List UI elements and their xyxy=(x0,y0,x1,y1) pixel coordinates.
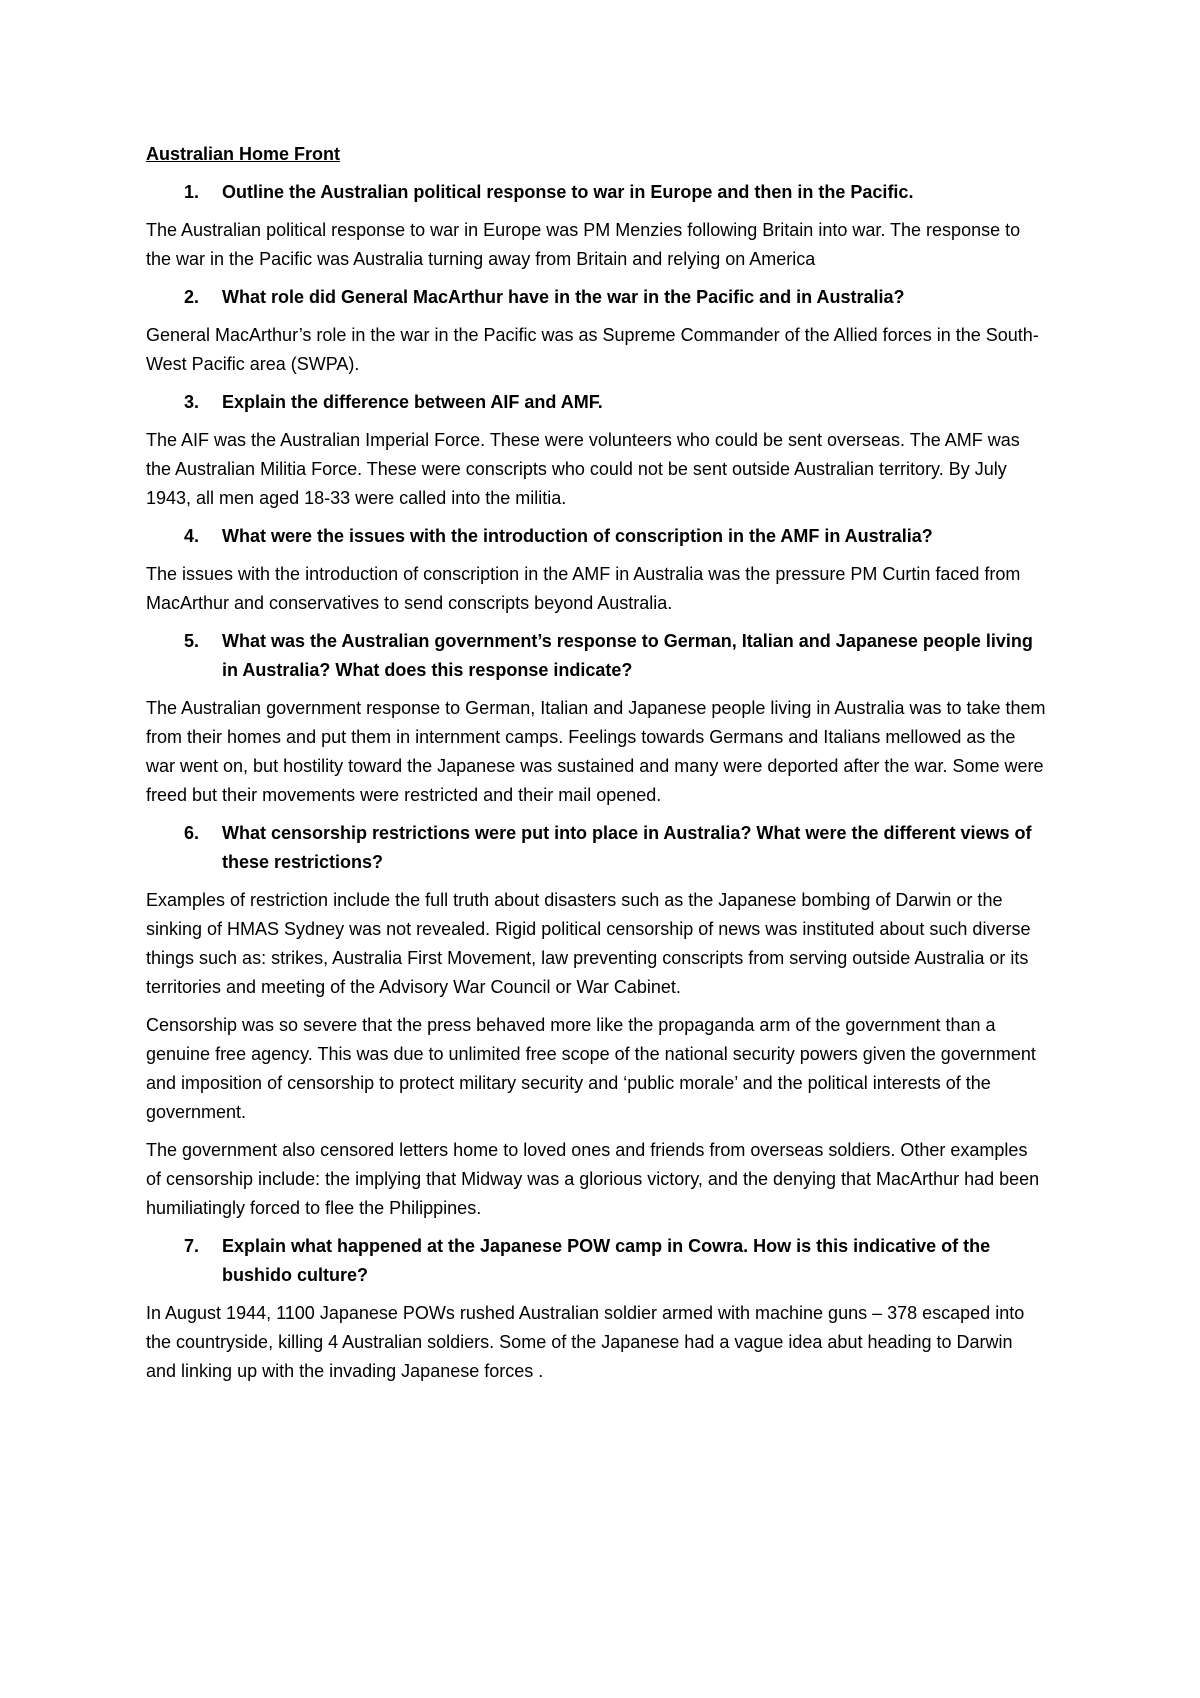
question-6 xyxy=(146,819,1046,877)
answer-4-paragraph-1: The issues with the introduction of conscription in the AMF in Australia was the pressure PM Curtin faced from MacArthur and conservatives to send conscripts beyond Australia. xyxy=(146,564,1021,613)
question-text: What censorship restrictions were put into place in Australia? What were the different views of these restrictions? xyxy=(222,823,1032,872)
question-5 xyxy=(146,627,1046,685)
answer-3-paragraph-1: The AIF was the Australian Imperial Force. These were volunteers who could be sent overseas. The AMF was the Australian Militia Force. These were conscripts who could not be sent outside Australian territory. By July 1943, all men aged 18-33 were called into the militia. xyxy=(146,430,1020,508)
question-text: Explain the difference between AIF and AMF. xyxy=(222,392,603,412)
question-text: What were the issues with the introduction of conscription in the AMF in Australia? xyxy=(222,526,933,546)
answer-6-paragraph-3: The government also censored letters home to loved ones and friends from overseas soldiers. Other examples of censorship include: the implying that Midway was a glorious victory, and the denying that MacArthur had been humiliatingly forced to flee the Philippines. xyxy=(146,1140,1040,1218)
document-title: Australian Home Front xyxy=(146,144,341,164)
question-number: 2. xyxy=(184,287,200,307)
question-1 xyxy=(146,178,1046,207)
question-7 xyxy=(146,1232,1046,1290)
question-4 xyxy=(146,522,1046,551)
answer-1-paragraph-1: The Australian political response to war in Europe was PM Menzies following Britain into war. The response to the war in the Pacific was Australia turning away from Britain and relying on America xyxy=(146,220,1021,269)
question-3 xyxy=(146,388,1046,417)
answer-6-paragraph-1: Examples of restriction include the full truth about disasters such as the Japanese bombing of Darwin or the sinking of HMAS Sydney was not revealed. Rigid political censorship of news was instituted about such diverse things such as: strikes, Australia First Movement, law preventing conscripts from serving outside Australia or its territories and meeting of the Advisory War Council or War Cabinet. xyxy=(146,890,1031,997)
question-number: 5. xyxy=(184,631,200,651)
question-number: 1. xyxy=(184,182,200,202)
question-number: 3. xyxy=(184,392,200,412)
question-text: Outline the Australian political response to war in Europe and then in the Pacific. xyxy=(222,182,914,202)
document-page xyxy=(146,140,1046,1395)
answer-7-paragraph-1: In August 1944, 1100 Japanese POWs rushed Australian soldier armed with machine guns – 378 escaped into the countryside, killing 4 Australian soldiers. Some of the Japanese had a vague idea abut heading to Darwin and linking up with the invading Japanese forces . xyxy=(146,1303,1025,1381)
question-text: Explain what happened at the Japanese POW camp in Cowra. How is this indicative of the bushido culture? xyxy=(222,1236,991,1285)
question-number: 7. xyxy=(184,1236,200,1256)
question-text: What role did General MacArthur have in the war in the Pacific and in Australia? xyxy=(222,287,905,307)
answer-6-paragraph-2: Censorship was so severe that the press behaved more like the propaganda arm of the government than a genuine free agency. This was due to unlimited free scope of the national security powers given the government and imposition of censorship to protect military security and ‘public morale’ and the political interests of the government. xyxy=(146,1015,1036,1122)
question-number: 6. xyxy=(184,823,200,843)
answer-5-paragraph-1: The Australian government response to German, Italian and Japanese people living in Australia was to take them from their homes and put them in internment camps. Feelings towards Germans and Italians mellowed as the war went on, but hostility toward the Japanese was sustained and many were deported after the war. Some were freed but their movements were restricted and their mail opened. xyxy=(146,698,1046,805)
question-2 xyxy=(146,283,1046,312)
question-text: What was the Australian government’s response to German, Italian and Japanese people living in Australia? What does this response indicate? xyxy=(222,631,1033,680)
answer-2-paragraph-1: General MacArthur’s role in the war in the Pacific was as Supreme Commander of the Allied forces in the South-West Pacific area (SWPA). xyxy=(146,325,1039,374)
question-number: 4. xyxy=(184,526,200,546)
